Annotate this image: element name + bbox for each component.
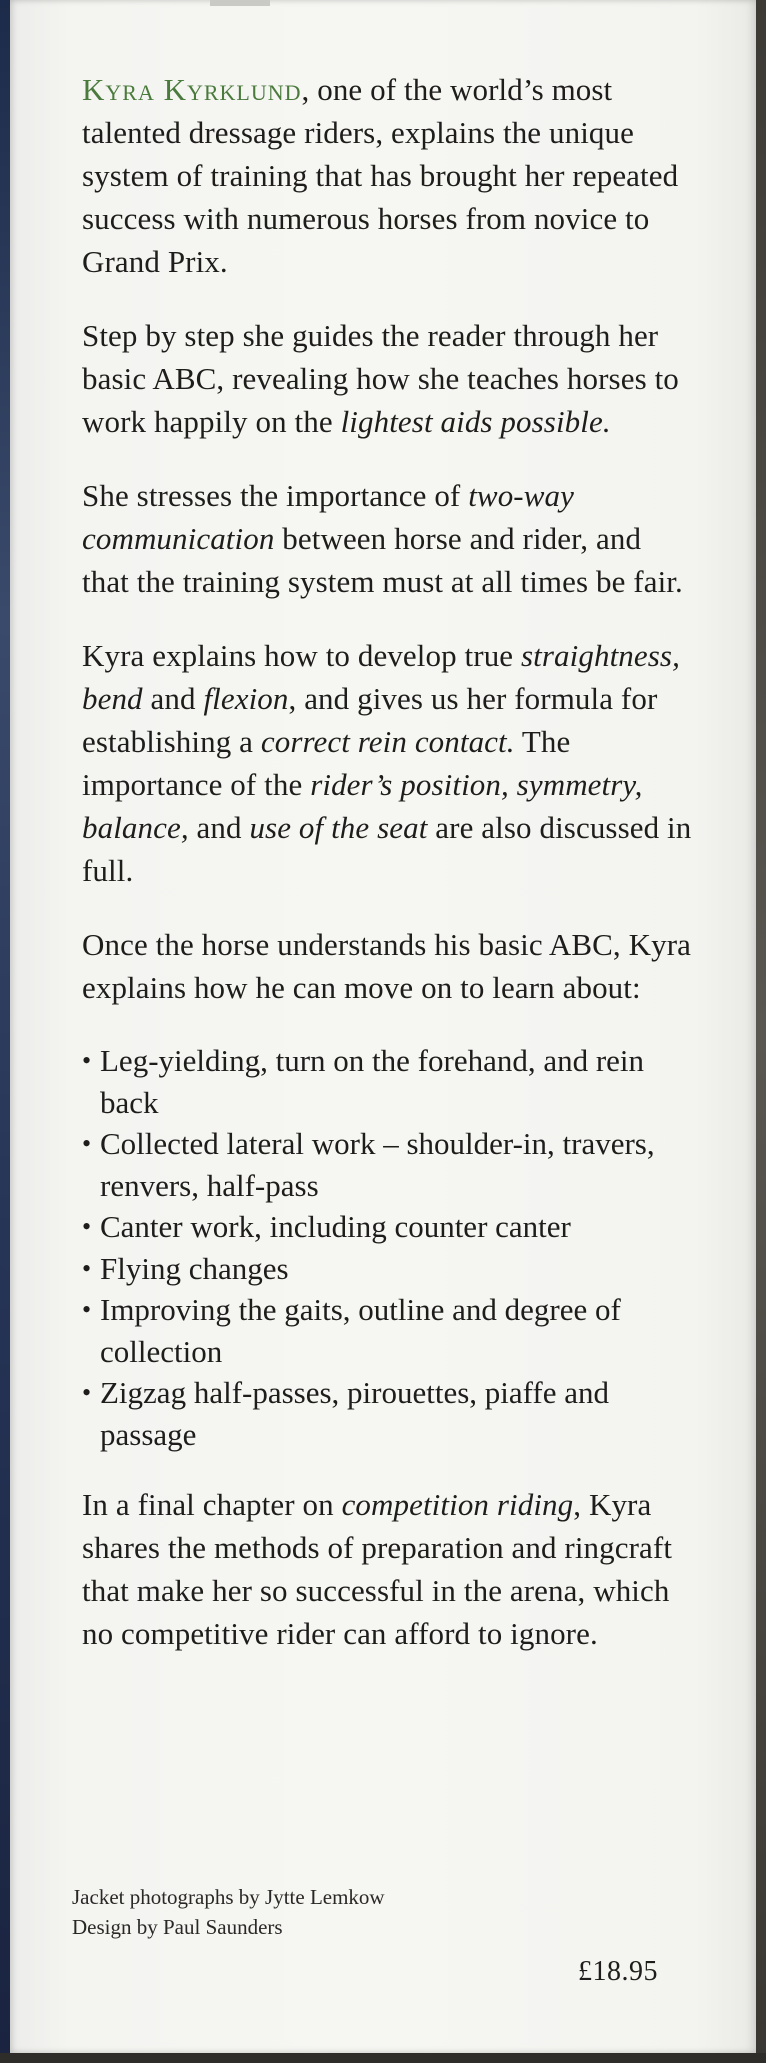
blurb-paragraph-4: Kyra explains how to develop true straightness, bend and flexion, and gives us her formula for establishing a correct rein contact. The importance of the rider’s position, symmetry, balance, and use of the seat are also discussed in full. [82,638,692,888]
photo-credit: Jacket photographs by Jytte Lemkow [72,1885,385,1909]
bullet-icon: • [82,1212,92,1241]
list-item: • Collected lateral work – shoulder-in, travers, renvers, half-pass [82,1123,692,1206]
price-label: £18.95 [578,1956,658,1987]
list-item: • Flying changes [82,1248,692,1290]
design-credit: Design by Paul Saunders [72,1915,283,1939]
author-name: Kyra Kyrklund [82,72,302,107]
jacket-credits [72,1882,385,1942]
bullet-icon: • [82,1253,92,1283]
list-item: • Leg-yielding, turn on the forehand, and rein back [82,1040,692,1123]
list-item: • Improving the gaits, outline and degree of collection [82,1289,692,1372]
blurb-paragraph-3: She stresses the importance of two-way communication between horse and rider, and that the training system must at all times be fair. [82,478,683,599]
topic-list [82,1040,692,1455]
scan-bottom-edge [0,2053,766,2063]
bullet-icon: • [82,1046,92,1075]
blurb-text [82,68,692,1686]
flap-top-notch [210,0,270,6]
bullet-icon: • [82,1295,92,1324]
blurb-paragraph-5: Once the horse understands his basic ABC, Kyra explains how he can move on to learn about: [82,927,691,1005]
blurb-paragraph-2: Step by step she guides the reader through her basic ABC, revealing how she teaches horses to work happily on the lightest aids possible. [82,318,679,439]
list-item: • Zigzag half-passes, pirouettes, piaffe and passage [82,1372,692,1455]
blurb-paragraph-1: Kyra Kyrklund, one of the world’s most talented dressage riders, explains the unique system of training that has brought her repeated success with numerous horses from novice to Grand Prix. [82,72,679,279]
bullet-icon: • [82,1378,92,1407]
list-item: • Canter work, including counter canter [82,1206,692,1248]
bullet-icon: • [82,1129,92,1158]
blurb-paragraph-6: In a final chapter on competition riding, Kyra shares the methods of preparation and ringcraft that make her so successful in the arena, which no competitive rider can afford to ignore. [82,1487,673,1651]
